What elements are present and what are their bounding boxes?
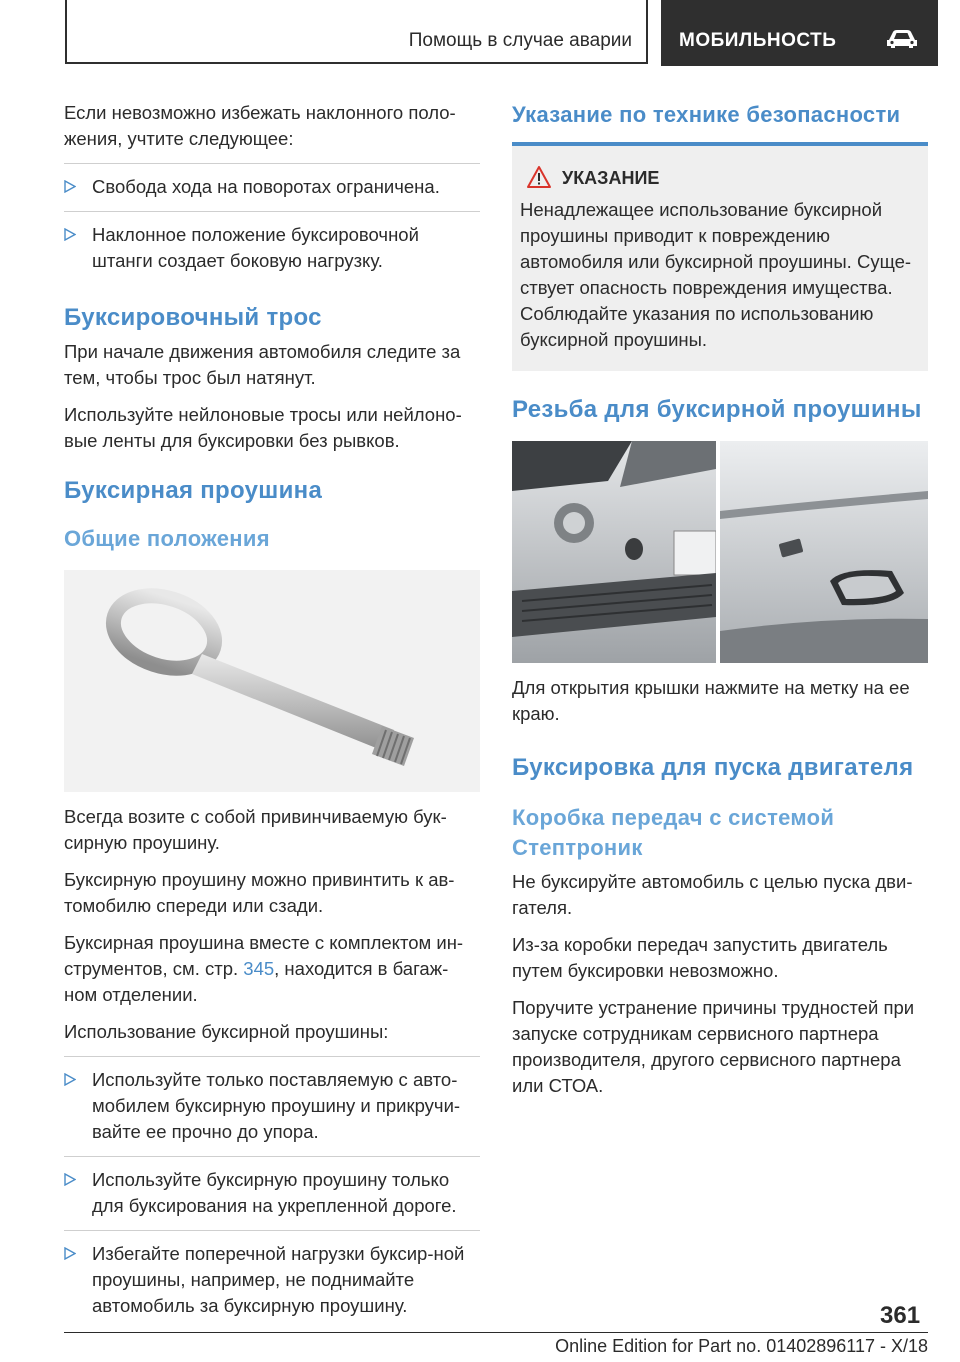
- eye-paragraph: Буксирная проушина вместе с комплектом ин-струментов, см. стр. 345, находится в багаж-ном отделении.: [64, 932, 464, 1005]
- rope-paragraph: При начале движения автомобиля следите за тем, чтобы трос был натянут.: [64, 341, 461, 388]
- steptronic-paragraph: Не буксируйте автомобиль с целью пуска дви-гателя.: [512, 871, 913, 918]
- warning-box: [512, 142, 928, 371]
- thread-cover-image: [512, 441, 928, 663]
- header-section-label: Помощь в случае аварии: [408, 30, 632, 51]
- list-item: Используйте только поставляемую с авто-мобилем буксирную проушину и прикручи-вайте ее прочно до упора.: [64, 1056, 480, 1156]
- steptronic-paragraph: Из-за коробки передач запустить двигатель путем буксировки невозможно.: [512, 934, 888, 981]
- steptronic-paragraph: Поручите устранение причины трудностей при запуске сотрудникам сервисного партнера производителя, другого сервисного партнера или СТОА.: [512, 997, 915, 1096]
- list-item: Наклонное положение буксировочной штанги создает боковую нагрузку.: [64, 211, 480, 285]
- rope-heading: Буксировочный трос: [64, 304, 322, 331]
- safety-heading: Указание по технике безопасности: [512, 102, 901, 127]
- steptronic-heading: Коробка передач с системой Стептроник: [512, 805, 835, 860]
- triangle-right-icon: [64, 1247, 76, 1260]
- car-icon: [885, 28, 919, 50]
- triangle-right-icon: [64, 228, 76, 241]
- list-item: Используйте буксирную проушину только для буксирования на укрепленной дороге.: [64, 1156, 480, 1230]
- triangle-right-icon: [64, 1173, 76, 1186]
- header-section-tab: [65, 0, 648, 64]
- header-chapter-label: МОБИЛЬНОСТЬ: [679, 30, 837, 51]
- usage-intro: Использование буксирной проушины:: [64, 1021, 389, 1042]
- triangle-right-icon: [64, 1073, 76, 1086]
- general-heading: Общие положения: [64, 526, 270, 551]
- warning-text: Ненадлежащее использование буксирной проушины приводит к повреждению автомобиля или буксирной проушины. Суще-ствует опасность повреждения имущества. Соблюдайте указания по использованию буксирной проушины.: [520, 199, 912, 350]
- list-item: Свобода хода на поворотах ограничена.: [64, 163, 480, 211]
- eye-paragraph: Всегда возите с собой привинчиваемую бук-сирную проушину.: [64, 806, 447, 853]
- left-column: [64, 100, 480, 1330]
- warning-title: УКАЗАНИЕ: [520, 168, 920, 189]
- tow-eye-image: [64, 570, 480, 792]
- eye-paragraph: Буксирную проушину можно привинтить к ав-томобилю спереди или сзади.: [64, 869, 455, 916]
- intro-text: Если невозможно избежать наклонного поло-жения, учтите следующее:: [64, 102, 456, 149]
- right-column: [512, 100, 928, 1110]
- page-number: 361: [880, 1302, 921, 1329]
- warning-triangle-icon: [526, 165, 552, 189]
- thread-heading: Резьба для буксирной проушины: [512, 396, 922, 423]
- thread-caption: Для открытия крышки нажмите на метку на ее краю.: [512, 677, 910, 724]
- list-item: Избегайте поперечной нагрузки буксир-ной проушины, например, не поднимайте автомобиль за буксирную проушину.: [64, 1230, 480, 1330]
- start-towing-heading: Буксировка для пуска двигателя: [512, 754, 914, 781]
- triangle-right-icon: [64, 180, 76, 193]
- rope-paragraph: Используйте нейлоновые тросы или нейлоно-вые ленты для буксировки без рывков.: [64, 404, 462, 451]
- footer-edition: Online Edition for Part no. 01402896117 - X/18: [555, 1336, 928, 1356]
- header-chapter-tab: [661, 0, 938, 66]
- tow-eye-heading: Буксирная проушина: [64, 477, 323, 504]
- footer-divider: [64, 1332, 928, 1333]
- page-link[interactable]: 345: [243, 958, 275, 979]
